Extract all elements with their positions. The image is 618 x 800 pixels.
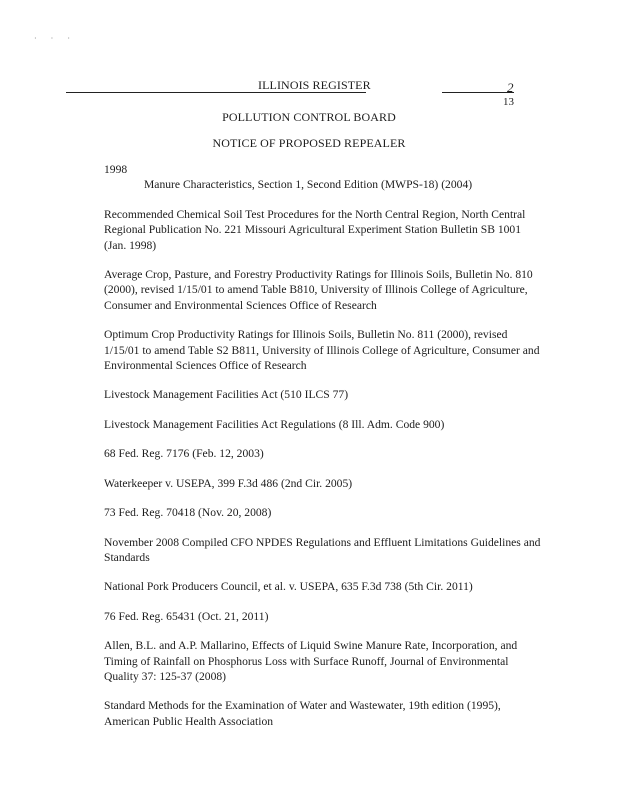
document-body [104,162,544,743]
reference-entry: November 2008 Compiled CFO NPDES Regulations and Effluent Limitations Guidelines and Standards [104,535,541,564]
register-title: ILLINOIS REGISTER [258,78,371,92]
reference-entry: National Pork Producers Council, et al. v. USEPA, 635 F.3d 738 (5th Cir. 2011) [104,580,473,594]
reference-entry: Livestock Management Facilities Act Regulations (8 Ill. Adm. Code 900) [104,417,445,431]
reference-entry: Waterkeeper v. USEPA, 399 F.3d 486 (2nd Cir. 2005) [104,476,353,490]
reference-entry: Standard Methods for the Examination of Water and Wastewater, 19th edition (1995), American Public Health Association [104,699,501,728]
reference-entry: 68 Fed. Reg. 7176 (Feb. 12, 2003) [104,447,264,461]
reference-entry: Average Crop, Pasture, and Forestry Productivity Ratings for Illinois Soils, Bulletin No. 810 (2000), revised 1/15/01 to amend Table B810, University of Illinois College of Agriculture, Consumer and Environmental Sciences Office of Research [104,268,533,312]
reference-entry: Optimum Crop Productivity Ratings for Illinois Soils, Bulletin No. 811 (2000), revised 1/15/01 to amend Table S2 B811, University of Illinois College of Agriculture, Consumer and Environmental Sciences Office of Research [104,328,540,373]
continued-reference: Manure Characteristics, Section 1, Second Edition (MWPS-18) (2004) [144,178,473,192]
reference-entry: Livestock Management Facilities Act (510 ILCS 77) [104,388,349,402]
header-rule-right [442,92,514,93]
page-number: 2 [507,80,514,95]
scan-specks: · · · [34,34,76,43]
reference-entry: Recommended Chemical Soil Test Procedures for the North Central Region, North Central Regional Publication No. 221 Missouri Agricultural Experiment Station Bulletin SB 1001 (Jan. 1998) [104,207,526,252]
reference-entry: 73 Fed. Reg. 70418 (Nov. 20, 2008) [104,506,272,520]
page-sub-number: 13 [503,96,514,108]
board-heading: POLLUTION CONTROL BOARD [222,110,396,124]
reference-entry: Allen, B.L. and A.P. Mallarino, Effects of Liquid Swine Manure Rate, Incorporation, and Timing of Rainfall on Phosphorus Loss with Surface Runoff, Journal of Environmental Quality 37: 125-37 (2008) [104,639,518,683]
notice-heading: NOTICE OF PROPOSED REPEALER [212,136,406,150]
year-line: 1998 [104,163,128,176]
reference-entry: 76 Fed. Reg. 65431 (Oct. 21, 2011) [104,609,269,623]
